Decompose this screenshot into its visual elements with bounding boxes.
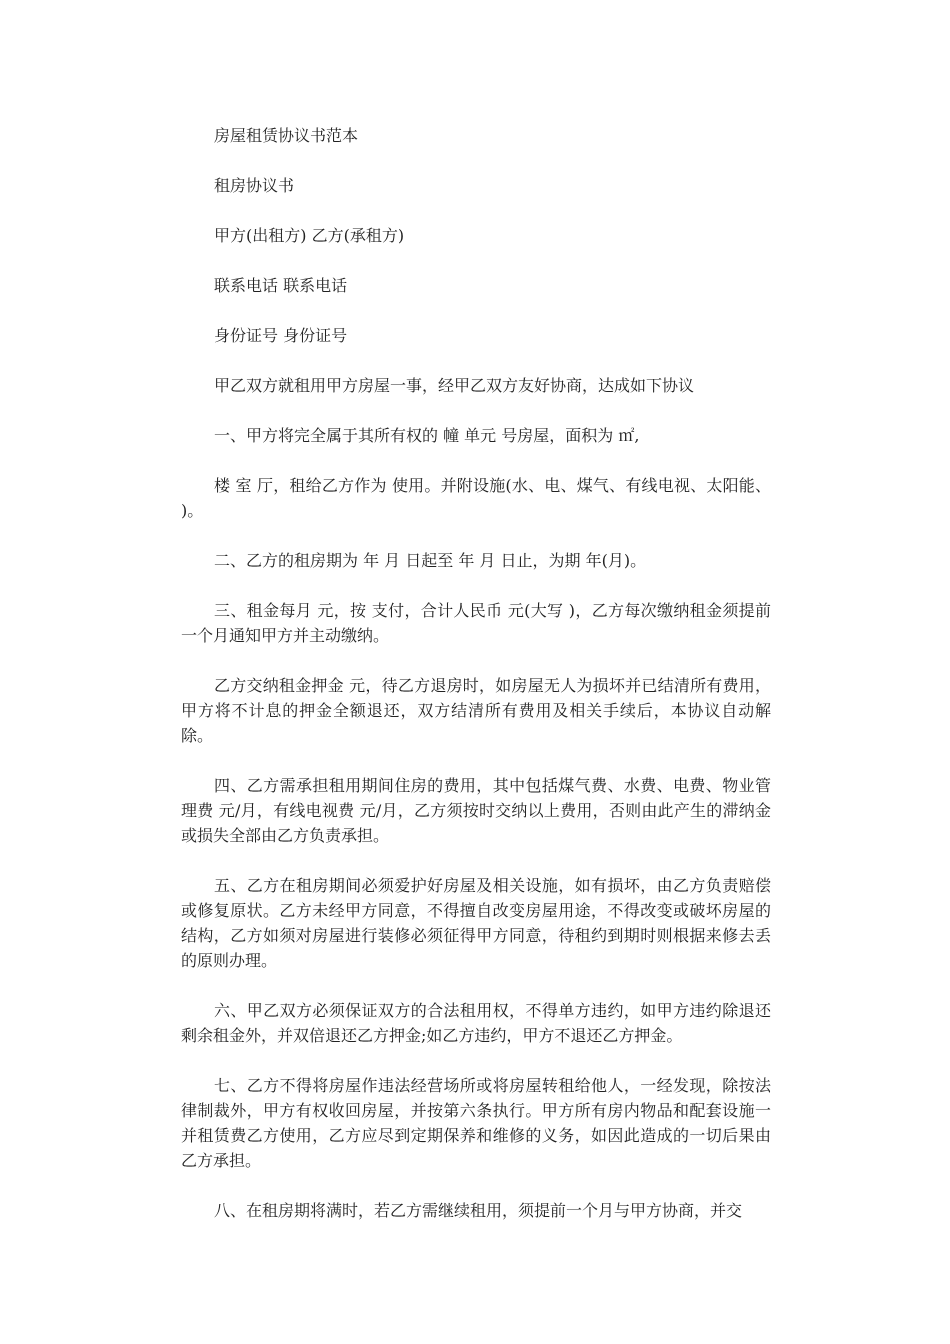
document-body bbox=[181, 123, 771, 1248]
deposit-paragraph: 乙方交纳租金押金 元，待乙方退房时，如房屋无人为损坏并已结清所有费用，甲方将不计息的押金全额退还，双方结清所有费用及相关手续后，本协议自动解除。 bbox=[181, 676, 771, 745]
clause-6-paragraph: 六、甲乙双方必须保证双方的合法租用权，不得单方违约，如甲方违约除退还剩余租金外，并双倍退还乙方押金;如乙方违约，甲方不退还乙方押金。 bbox=[181, 1001, 771, 1045]
clause-3-paragraph: 三、租金每月 元，按 支付，合计人民币 元(大写 )，乙方每次缴纳租金须提前一个月通知甲方并主动缴纳。 bbox=[181, 601, 771, 645]
intro-paragraph: 甲乙双方就租用甲方房屋一事，经甲乙双方友好协商，达成如下协议 bbox=[214, 376, 695, 395]
clause-1-continued-paragraph: 楼 室 厅，租给乙方作为 使用。并附设施(水、电、煤气、有线电视、太阳能、 )。 bbox=[181, 476, 771, 520]
clause-8-paragraph: 八、在租房期将满时，若乙方需继续租用，须提前一个月与甲方协商，并交 bbox=[214, 1201, 743, 1220]
clause-2-paragraph: 二、乙方的租房期为 年 月 日起至 年 月 日止，为期 年(月)。 bbox=[214, 551, 647, 570]
phone-line: 联系电话 联系电话 bbox=[214, 276, 348, 295]
clause-7-paragraph: 七、乙方不得将房屋作违法经营场所或将房屋转租给他人，一经发现，除按法律制裁外，甲方有权收回房屋，并按第六条执行。甲方所有房内物品和配套设施一并租赁费乙方使用，乙方应尽到定期保养和维修的义务，如因此造成的一切后果由乙方承担。 bbox=[181, 1076, 771, 1170]
id-line: 身份证号 身份证号 bbox=[214, 326, 348, 345]
clause-5-paragraph: 五、乙方在租房期间必须爱护好房屋及相关设施，如有损坏，由乙方负责赔偿或修复原状。乙方未经甲方同意，不得擅自改变房屋用途，不得改变或破坏房屋的结构，乙方如须对房屋进行装修必须征得甲方同意，待租约到期时则根据来修去丢的原则办理。 bbox=[181, 876, 771, 970]
clause-1-paragraph: 一、甲方将完全属于其所有权的 幢 单元 号房屋，面积为 ㎡, bbox=[214, 426, 640, 445]
document-title: 房屋租赁协议书范本 bbox=[214, 126, 359, 145]
parties-line: 甲方(出租方) 乙方(承租方) bbox=[214, 226, 405, 245]
document-subtitle: 租房协议书 bbox=[214, 176, 295, 195]
clause-4-paragraph: 四、乙方需承担租用期间住房的费用，其中包括煤气费、水费、电费、物业管理费 元/月，有线电视费 元/月，乙方须按时交纳以上费用，否则由此产生的滞纳金或损失全部由乙方负责承担。 bbox=[181, 776, 771, 845]
